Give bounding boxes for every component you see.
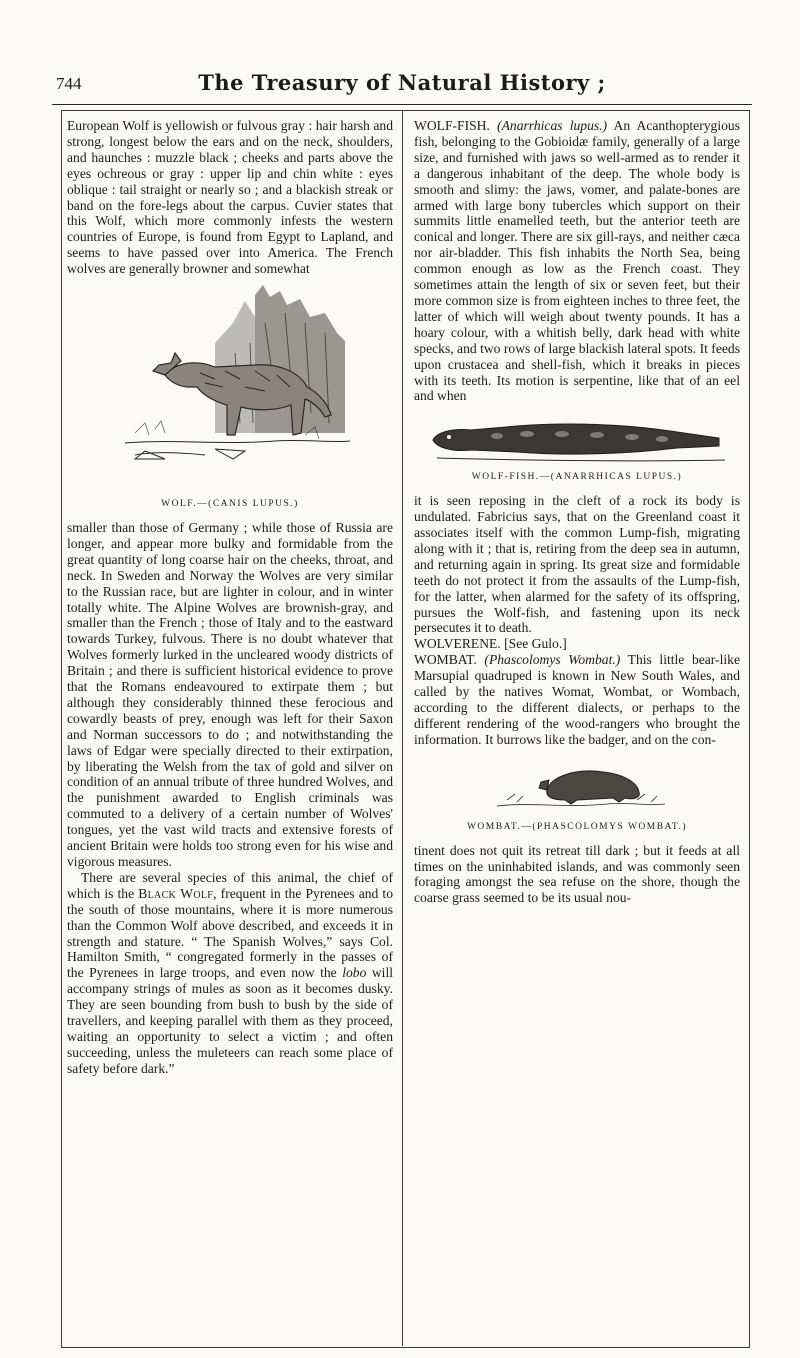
- wombat-continued: tinent does not quit its retreat till dark ; but it feeds at all times on the uninhabited islands, and was commonly seen foraging amongst the sea refuse on the shore, though the coarse grass seemed to be its usual nou-: [414, 842, 740, 906]
- wolf-fish-illustration: [427, 410, 727, 468]
- wolf-illustration: [105, 283, 355, 495]
- running-title: The Treasury of Natural History ;: [198, 70, 606, 95]
- left-column: [67, 118, 393, 1077]
- page-header: [52, 66, 752, 102]
- header-rule: [52, 104, 752, 105]
- wolf-caption: WOLF.—(CANIS LUPUS.): [161, 499, 299, 510]
- wombat-illustration: [487, 754, 667, 818]
- right-column: [414, 118, 740, 906]
- wolf-paragraph-1: European Wolf is yellowish or fulvous gray : hair harsh and strong, longest below the ears and on the neck, shoulders, and haunches : muzzle black ; cheeks and parts above the eyes ochreous or gray : upper lip and chin white : eyes oblique : tail straight or nearly so ; and a blackish streak or band on the fore-legs about the carpus. Cuvier states that this Wolf, which more commonly infests the western countries of Europe, is found from Egypt to Lapland, and seems to have passed over into America. The French wolves are generally browner and somewhat: [67, 118, 393, 277]
- wolf-fish-caption: WOLF-FISH.—(ANARRHICAS LUPUS.): [471, 472, 683, 483]
- wombat-entry: WOMBAT. (Phascolomys Wombat.) This little bear-like Marsupial quadruped is known in New South Wales, and called by the natives Womat, Wombat, or Wombach, according to the different dialects, or perhaps to the different rendering of the wood-rangers who brought the information. It burrows like the badger, and on the con-: [414, 652, 740, 747]
- wolf-paragraph-2: smaller than those of Germany ; while those of Russia are longer, and appear more bulky and formidable from the great quantity of long coarse hair on the cheeks, throat, and neck. In Sweden and Norway the Wolves are very similar to the Russian race, but are lighter in colour, and in winter totally white. The Alpine Wolves are brownish-gray, and smaller than the French ; those of Italy and to the eastward towards Turkey, fulvous. There is no doubt whatever that Wolves formerly lurked in the uncleared woody districts of Britain ; and there is sufficient historical evidence to prove that the Romans endeavoured to extirpate them ; but although they considerably thinned these ferocious and cowardly beasts of prey, enough was left for their Saxon and Norman successors to do ; and notwithstanding the laws of Edgar were specially directed to their extirpation, by liberating the Welsh from the tax of gold and silver on condition of an annual tribute of three hundred Wolves, and the punishment awarded to English criminals was commuted to a delivery of a certain number of Wolves' tongues, yet the vast wild tracts and extensive forests of ancient Britain were holds too strong even for his wise and vigorous measures.: [67, 519, 393, 869]
- wombat-figure: [414, 754, 740, 836]
- wolf-fish-entry: WOLF-FISH. (Anarrhicas lupus.) An Acanthopterygious fish, belonging to the Gobioidæ family, generally of a large size, and furnished with jaws so well-armed as to render it a dangerous inhabitant of the deep. The whole body is smooth and slimy: the jaws, vomer, and palate-bones are armed with large bony tubercles which support on their summits little enamelled teeth, but the anterior teeth are conical and longer. There are six gill-rays, and neither cæca nor air-bladder. This fish inhabits the North Sea, being common enough as low as the French coast. They sometimes attain the length of six or seven feet, but their more common size is from eighteen inches to three feet, the latter of which will weigh about twenty pounds. It has a hoary colour, with a whitish belly, dark head with white specks, and two rows of large blackish lateral spots. It feeds upon crustacea and shell-fish, which it breaks in pieces with its teeth. Its motion is serpentine, like that of an eel and when: [414, 118, 740, 404]
- column-divider: [402, 110, 403, 1346]
- wolf-paragraph-3: There are several species of this animal, the chief of which is the Black Wolf, frequent in the Pyrenees and to the south of those mountains, where it is more numerous than the Common Wolf above described, and exceeds it in strength and stature. “ The Spanish Wolves,” says Col. Hamilton Smith, “ congregated formerly in the passes of the Pyrenees in large troops, and even now the lobo will accompany strings of mules as soon as it becomes dusky. They are seen bounding from bush to bush by the side of travellers, and keeping parallel with them as they proceed, waiting an opportunity to select a victim ; and often succeeding, unless the muleteers can reach some place of safety before dark.”: [67, 869, 394, 1076]
- wolf-fish-figure: [414, 410, 740, 486]
- page-number: 744: [56, 74, 82, 93]
- wolf-figure: [67, 283, 393, 513]
- wolverene-entry: WOLVERENE. [See Gulo.]: [414, 636, 567, 652]
- wolf-fish-continued: it is seen reposing in the cleft of a rock its body is undulated. Fabricius says, that on the Greenland coast it associates itself with the common Lump-fish, migrating along with it ; that is, retiring from the deep sea in autumn, and returning again in spring. Its great size and formidable teeth do not protect it from the assaults of the Lump-fish, for the latter, when alarmed for the safety of its offspring, pursues the Wolf-fish, and fastening upon its neck persecutes it to death.: [414, 493, 740, 636]
- wombat-caption: WOMBAT.—(PHASCOLOMYS WOMBAT.): [466, 821, 688, 832]
